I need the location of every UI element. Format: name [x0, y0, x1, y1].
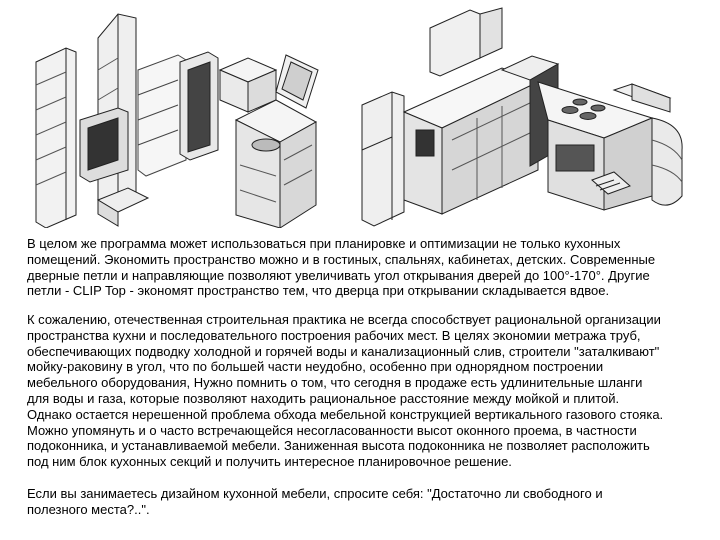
angled-shelves [138, 55, 186, 176]
tall-shelf-unit-left [36, 48, 76, 228]
tall-fridge-column [362, 92, 404, 226]
counter-left-run [404, 68, 538, 214]
paragraph-text: К сожалению, отечественная строительная практика не всегда способствует рациональной организации пространства кухни и последовательного построения рабочих мест. В целях экономии метража труб, обеспечивающих подводку холодной и горячей воды и канализационный слив, строители "заталкивают" мойку-раковину в угол, что по большей части неудобно, особенно при однорядном построении мебельного оборудования, Нужно помнить о том, что сегодня в продаже есть удлинительные шланги для воды и газа, которые позволяют находить рациональное расстояние между мойкой и плитой. Однако остается нерешенной проблема обхода мебельной конструкцией вертикального газового стояка. Можно упомянуть и о часто встречающейся несогласованности высот оконного проема, в частности подоконника, и устанавливаемой мебели. Заниженная высота подоконника не позволяет расположить под ним блок кухонных секций и получить интересное планировочное решение. [27, 312, 664, 470]
upper-wall-cabinets [430, 8, 502, 76]
round-end-shelves [652, 118, 682, 205]
paragraph-construction-practice [27, 312, 717, 470]
upper-right-cabinet [614, 84, 670, 112]
corner-furniture-illustration [18, 0, 333, 228]
kitchen-corner-illustration [352, 0, 702, 228]
paragraph-text: Если вы занимаетесь дизайном кухонной мебели, спросите себя: "Достаточно ли свободного и полезного места?..". [27, 486, 603, 517]
tv-cabinet [80, 108, 128, 182]
glass-door-cabinet [180, 52, 218, 160]
paragraph-design-question [27, 486, 717, 518]
wall-frame [276, 55, 318, 108]
low-corner-cabinet [236, 100, 316, 228]
paragraph-text: В целом же программа может использоваться при планировке и оптимизации не только кухонных помещений. Экономить пространство можно и в гостиных, спальнях, кабинетах, детских. Современные дверные петли и направляющие позволяют увеличивать угол открывания дверей до 100°-170°. Другие петли - CLIP Top - экономят пространство тем, что дверца при открывании складывается вдвое. [27, 236, 656, 299]
paragraph-planning [27, 236, 717, 299]
